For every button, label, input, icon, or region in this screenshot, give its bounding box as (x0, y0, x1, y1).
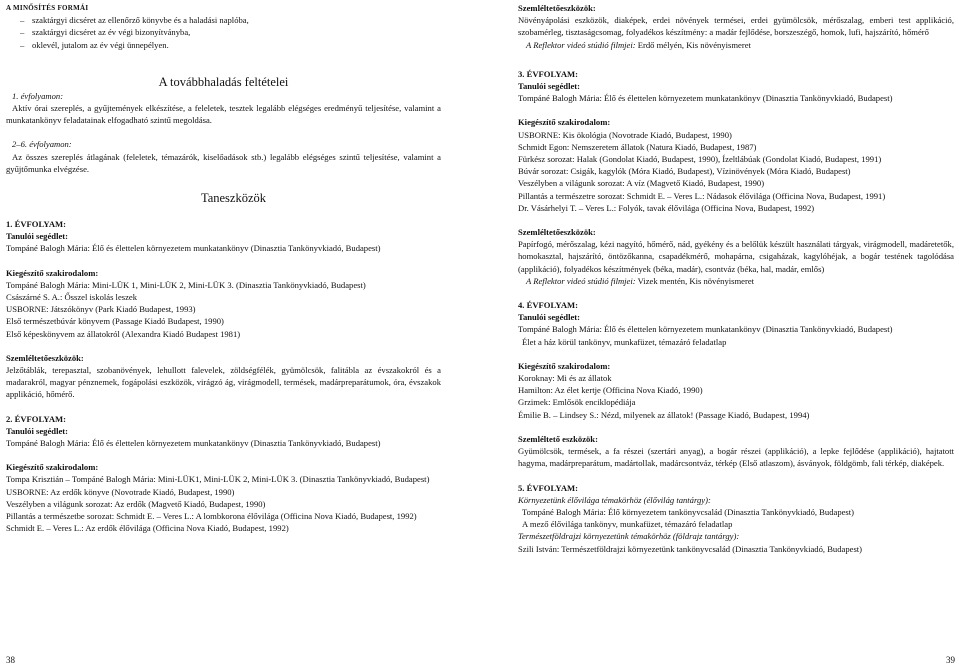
page-number-right: 39 (946, 655, 955, 665)
student-aid-heading: Tanulói segédlet: (6, 425, 68, 436)
list-item: Pillantás a természetbe sorozat: Schmidt E. – Veres L.: A lombkorona élővilága (Officina Nova Kiadó, Budapest, 1992) (6, 511, 417, 522)
list-item: Veszélyben a világunk sorozat: A víz (Magvető Kiadó, Budapest, 1990) (518, 178, 765, 189)
left-page (6, 0, 441, 535)
list-item: Schmidt E. – Veres L.: Az erdők élővilága (Officina Nova Kiadó, Budapest, 1992) (6, 523, 289, 534)
tools-title: Taneszközök (200, 191, 267, 206)
grade5-series1-heading: Környezetünk élővilága témakörhöz (élővilág tantárgy): (518, 494, 711, 505)
grade1-label: 1. ÉVFOLYAM: (6, 219, 67, 230)
supplementary-lit-heading: Kiegészítő szakirodalom: (6, 462, 99, 473)
grade5-series1-item2: A mező élővilága tankönyv, munkafüzet, témazáró feladatlap (522, 519, 733, 530)
list-item: – oklevél, jutalom az év végi ünnepélyen. (6, 39, 441, 51)
list-item: USBORNE: Kis ökológia (Novotrade Kiadó, Budapest, 1990) (518, 129, 732, 140)
list-item: Veszélyben a világunk sorozat: Az erdők (Magvető Kiadó, Budapest, 1990) (6, 498, 266, 509)
student-aid-heading: Tanulói segédlet: (518, 312, 580, 323)
year1-text: Aktív órai szereplés, a gyűjtemények elkészítése, a feleletek, tesztek legalább elégséges eredményű teljesítése, valamint a munkatankönyv feladatainak elfogadható szintű megoldása. (6, 103, 441, 126)
visual-aids-heading: Szemléltetőeszközök: (518, 3, 596, 13)
list-item: Dr. Vásárhelyi T. – Veres L.: Folyók, tavak élővilága (Officina Nova, Budapest, 1992) (518, 202, 815, 213)
grading-forms-heading: A MINŐSÍTÉS FORMÁI (6, 4, 89, 12)
grade1-visual-aids: Jelzőtáblák, terepasztal, szobanövények, lehullott falevelek, zöldségfélék, gyümölcsök, falitábla az évszakokról és a madarakról, magyar pénznemek, fogápolási eszközök, virágzó ág, virágmodell, termések, madárpreparátumok, óra, évszakok applikáció, hőmérő. (6, 365, 441, 400)
list-item: Hamilton: Az élet kertje (Officina Nova Kiadó, 1990) (518, 385, 703, 396)
list-item: Émilie B. – Lindsey S.: Nézd, milyenek az állatok! (Passage Kiadó, Budapest, 1994) (518, 409, 810, 420)
grade4-label: 4. ÉVFOLYAM: (518, 300, 579, 311)
student-aid-heading: Tanulói segédlet: (6, 231, 68, 242)
grade2-student-aid: Tompáné Balogh Mária: Élő és élettelen környezetem munkatankönyv (Dinasztia Tankönyvkiadó, Budapest) (6, 438, 381, 449)
visual-aids-heading: Szemléltető eszközök: (518, 433, 598, 444)
list-item: USBORNE: Az erdők könyve (Novotrade Kiadó, Budapest, 1990) (6, 486, 235, 497)
film-list: Erdő mélyén, Kis növényismeret (635, 39, 751, 50)
list-item: Grzimek: Emlősök enciklopédiája (518, 397, 636, 408)
year26-text: Az összes szereplés átlagának (feleletek, témazárók, kiselőadások stb.) legalább elégséges szintű teljesítése, valamint a gyűjtőmunka elvégzése. (6, 151, 441, 174)
year1-label: 1. évfolyamon: (12, 90, 64, 101)
grade3-student-aid: Tompáné Balogh Mária: Élő és élettelen környezetem munkatankönyv (Dinasztia Tankönyvkiadó, Budapest) (518, 93, 893, 104)
grade1-student-aid: Tompáné Balogh Mária: Élő és élettelen környezetem munkatankönyv (Dinasztia Tankönyvkiadó, Budapest) (6, 243, 381, 254)
supplementary-lit-heading: Kiegészítő szakirodalom: (6, 267, 99, 278)
grade5-label: 5. ÉVFOLYAM: (518, 482, 579, 493)
grade5-series1-item: Tompáné Balogh Mária: Élő környezetem tankönyvcsalád (Dinasztia Tankönyvkiadó, Budapest) (522, 506, 855, 517)
grade2-label: 2. ÉVFOLYAM: (6, 413, 67, 424)
list-item: Búvár sorozat: Csigák, kagylók (Móra Kiadó, Budapest), Vízinövények (Móra Kiadó, Budapest) (518, 166, 851, 177)
grade5-series2-heading: Természetföldrajzi környezetünk témakörhöz (földrajz tantárgy): (518, 531, 740, 542)
list-item: – szaktárgyi dicséret az ellenőrző könyvbe és a haladási naplóba, (6, 14, 441, 26)
film-list: Vizek mentén, Kis növényismeret (635, 275, 755, 286)
visual-aids-heading: Szemléltetőeszközök: (6, 352, 84, 363)
list-item: – szaktárgyi dicséret az év végi bizonyítványba, (6, 26, 441, 38)
right-page (518, 0, 954, 555)
grade4-visual-aids: Gyümölcsök, termések, a fa részei (szertári anyag), a bogár részei (applikáció), a lepke fejlődése (applikáció), hajtatott hagyma, madárpreparátum, madártollak, madárcsontváz, térkép (Első atlaszom), ásványok, földgömb, fali térkép, diaképek. (518, 446, 954, 469)
grade5-series2-item: Szili István: Természetföldrajzi környezetünk tankönyvcsalád (Dinasztia Tankönyvkiadó, Budapest) (518, 543, 863, 554)
grade2-visual-aids: Növényápolási eszközök, diaképek, erdei növények termései, erdei gyümölcsök, mérőszalag, emberi test applikáció, szobamérleg, tisztaságcsomag, folyadékos készítmény: a madár fejlődése, borszeszégő, homok, lufi, hajszárító, hőmérő (518, 15, 954, 38)
supplementary-lit-heading: Kiegészítő szakirodalom: (518, 360, 611, 371)
visual-aids-heading: Szemléltetőeszközök: (518, 227, 596, 238)
grade3-label: 3. ÉVFOLYAM: (518, 68, 579, 79)
list-item: Pillantás a természetre sorozat: Schmidt E. – Veres L.: Nádasok élővilága (Officina Nova, Budapest, 1991) (518, 190, 886, 201)
list-item: Fürkész sorozat: Halak (Gondolat Kiadó, Budapest, 1990), Ízeltlábúak (Gondolat Kiadó, Budapest, 1991) (518, 154, 882, 165)
grade4-student-aid: Tompáné Balogh Mária: Élő és élettelen környezetem munkatankönyv (Dinasztia Tankönyvkiadó, Budapest) (518, 324, 893, 335)
list-item: Első képeskönyvem az állatokról (Alexandra Kiadó Budapest 1981) (6, 328, 241, 339)
film-label: A Reflektor videó stúdió filmjei: (526, 275, 636, 286)
list-item: Tompáné Balogh Mária: Mini-LÜK 1, Mini-LÜK 2, Mini-LÜK 3. (Dinasztia Tankönyvkiadó, Budapest) (6, 279, 366, 290)
supplementary-lit-heading: Kiegészítő szakirodalom: (518, 117, 611, 128)
student-aid-heading: Tanulói segédlet: (518, 81, 580, 92)
list-item: Koroknay: Mi és az állatok (518, 373, 612, 384)
list-item: Schmidt Egon: Nemszeretem állatok (Natura Kiadó, Budapest, 1987) (518, 141, 757, 152)
list-item: USBORNE: Játszókönyv (Park Kiadó Budapest, 1993) (6, 304, 196, 315)
film-label: A Reflektor videó stúdió filmjei: (526, 39, 636, 50)
year26-label: 2–6. évfolyamon: (12, 139, 72, 150)
grade4-student-aid-extra: Élet a ház körül tankönyv, munkafüzet, témazáró feladatlap (522, 336, 727, 347)
list-item: Tompa Krisztián – Tompáné Balogh Mária: Mini-LÜK1, Mini-LÜK 2, Mini-LÜK 3. (Dinasztia Tankönyvkiadó, Budapest) (6, 474, 430, 485)
grade3-visual-aids: Papírfogó, mérőszalag, kézi nagyító, hőmérő, nád, gyékény és a belőlük készült használati tárgyak, virágmodell, madáretetők, homokasztal, hajszárító, öntözőkanna, csapadékmérő, mohapárna, csigaházak, kagylóhéjak, a bogár testének tagolódása (applikáció), folyadékos készítmények (béka, madár), csontváz (béka, hal, madár, emlős) (518, 239, 954, 274)
page-number-left: 38 (6, 655, 15, 665)
list-item: Első természetbúvár könyvem (Passage Kiadó Budapest, 1990) (6, 316, 224, 327)
list-item: Császárné S. A.: Ősszel iskolás leszek (6, 292, 138, 303)
advancement-title: A továbbhaladás feltételei (158, 74, 289, 89)
